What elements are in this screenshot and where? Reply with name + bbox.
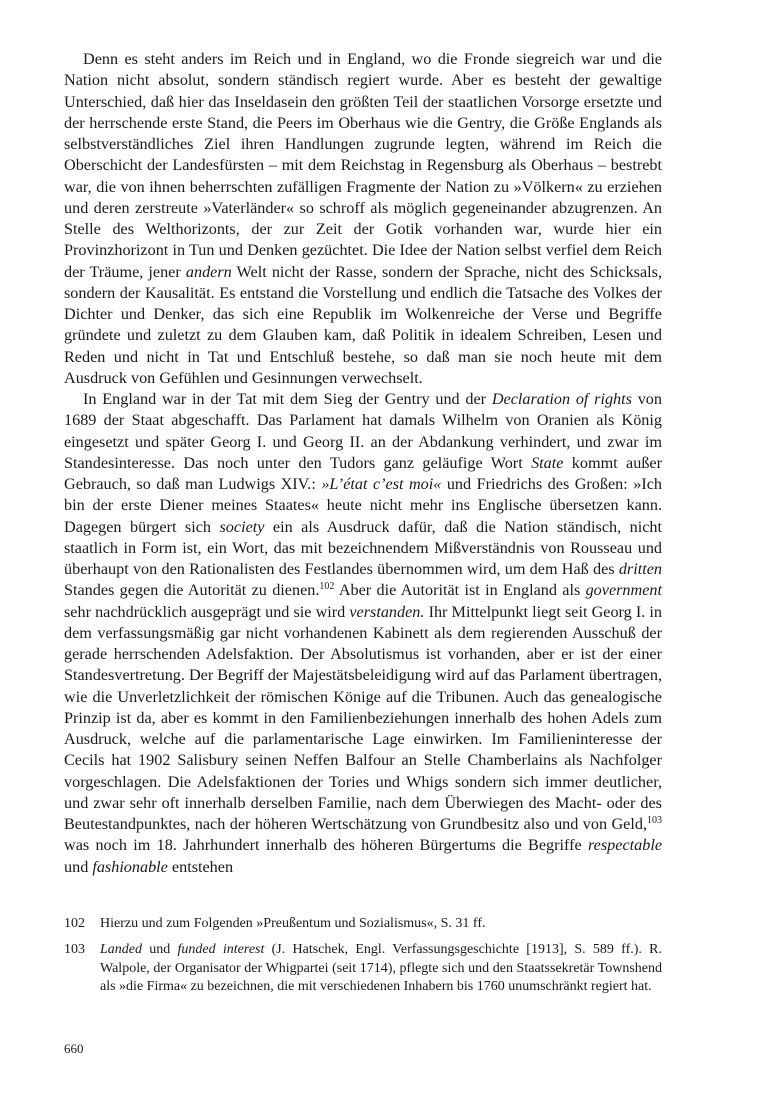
text-run: (J. Hatschek, Engl. Verfassungsgeschichte [1913], S. 589 ff.). R. Walpole, der Organisator der Whigpartei (seit 1714), pflegte sich und den Staatssekretär Townshend als »die Firma« zu bezeichnen, die mit verschiedenen Inhabern bis 1760 unumschränkt regiert hat. xyxy=(100,942,663,995)
text-run: Welt nicht der Rasse, sondern der Sprache, nicht des Schicksals, sondern der Kausalität. Es entstand die Vorstellung und endlich die Tatsache des Volkes der Dichter und Denker, das sich eine Republik im Wolkenreiche der Verse und Begriffe gründete und zuletzt zu dem Glauben kam, daß Politik in idealem Schreiben, Lesen und Reden und nicht in Tat und Entschluß bestehe, so daß man sie noch heute mit dem Ausdruck von Gefühlen und Gesinnungen verwechselt. xyxy=(64,262,662,387)
text-run: In England war in der Tat mit dem Sieg der Gentry und der xyxy=(83,390,492,408)
page-body xyxy=(64,49,662,878)
italic-text: respectable xyxy=(587,836,662,855)
text-run: Denn es steht anders im Reich und in England, wo die Fronde siegreich war und die Nation nicht absolut, sondern ständisch regiert wurde. Aber es besteht der gewaltige Unterschied, daß hier das Inseldasein den größten Teil der staatlichen Vorsorge ersetzte und der herrschende erste Stand, die Peers im Oberhaus wie die Gentry, die Größe Englands als selbstverständliches Ziel ihren Handlungen zugrunde legten, während im Reich die Oberschicht der Landesfürsten – mit dem Reichstag in Regensburg als Oberhaus – bestrebt war, die von ihnen beherrschten zufälligen Fragmente der Nation zu »Völkern« zu erziehen und deren zerstreute »Vaterländer« so schroff als möglich gegeneinander abzugrenzen. An Stelle des Welthorizonts, der zur Zeit der Gotik vorhanden war, wurde hier ein Provinzhorizont in Tun und Denken gezüchtet. Die Idee der Nation selbst verfiel dem Reich der Träume, jener xyxy=(64,50,662,281)
italic-text: society xyxy=(219,517,265,536)
italic-text: Declaration of rights xyxy=(491,390,632,408)
italic-text: government xyxy=(585,581,662,600)
footnote-number: 103 xyxy=(64,942,85,958)
italic-text: »L’état c’est moi« xyxy=(321,475,442,493)
footnote-number: 102 xyxy=(64,916,85,931)
italic-text: State xyxy=(531,453,564,472)
paragraph-1 xyxy=(64,49,662,389)
footnote-ref: 103 xyxy=(647,815,662,826)
italic-text: funded interest xyxy=(177,942,265,958)
text-run: Hierzu und zum Folgenden »Preußentum und Sozialismus«, S. 31 ff. xyxy=(100,916,486,931)
text-run: und xyxy=(64,857,93,876)
text-run: und xyxy=(142,942,178,958)
text-run: was noch im 18. Jahrhundert innerhalb des höheren Bürgertums die Begriffe xyxy=(64,836,588,855)
italic-text: andern xyxy=(185,262,232,281)
footnote-text xyxy=(100,915,662,933)
text-run: entstehen xyxy=(167,857,234,876)
footnote-text xyxy=(100,941,662,996)
text-run: von 1689 der Staat abgeschafft. Das Parlament hat damals Wilhelm von Oranien als König eingesetzt und später Georg I. und Georg II. an der Abdankung verhindert, und zwar im Standesinteresse. Das noch unter den Tudors ganz geläufige Wort xyxy=(64,390,662,472)
text-run: kommt außer Gebrauch, so daß man Ludwigs XIV.: xyxy=(64,453,662,493)
page-number: 660 xyxy=(64,1041,84,1056)
paragraph-2 xyxy=(64,389,662,878)
footnotes xyxy=(64,915,662,1005)
footnote-ref: 102 xyxy=(319,581,335,593)
text-run: Aber die Autorität ist in England als xyxy=(334,581,586,600)
footnote-102 xyxy=(64,915,662,933)
text-run: ein als Ausdruck dafür, daß die Nation ständisch, nicht staatlich in Form ist, ein Wort, das mit bezeichnendem Mißverständnis von Rousseau und überhaupt von den Rationalisten des Festlandes übernommen wird, um dem Haß des xyxy=(64,517,662,578)
italic-text: verstanden. xyxy=(349,602,425,621)
text-run: Standes gegen die Autorität zu dienen. xyxy=(64,581,320,600)
footnote-103 xyxy=(64,941,662,996)
italic-text: fashionable xyxy=(92,857,168,876)
italic-text: Landed xyxy=(100,942,142,958)
text-run: sehr nachdrücklich ausgeprägt und sie wird xyxy=(64,602,350,621)
text-run: Ihr Mittelpunkt liegt seit Georg I. in dem verfassungsmäßig gar nicht vorhandenen Kabinett als dem regierenden Ausschuß der gerade herrschenden Adelsfaktion. Der Absolutismus ist vorhanden, aber er ist der einer Standesvertretung. Der Begriff der Majestätsbeleidigung wird auf das Parlament übertragen, wie die Unverletzlichkeit der römischen Könige auf die Tribunen. Auch das genealogische Prinzip ist da, aber es kommt in den Familienbeziehungen innerhalb des hohen Adels zum Ausdruck, welche auf die parlamentarische Lage einwirken. Im Familieninteresse der Cecils hat 1902 Salisbury seinen Neffen Balfour an Stelle Chamberlains als Nachfolger vorgeschlagen. Die Adelsfaktionen der Tories und Whigs sondern sich immer deutlicher, und zwar sehr oft innerhalb derselben Familie, nach dem Überwiegen des Macht- oder des Beutestandpunktes, nach der höheren Wertschätzung von Grundbesitz also und von Geld, xyxy=(64,602,662,833)
main-text xyxy=(64,49,662,878)
italic-text: dritten xyxy=(618,560,662,578)
text-run: und Friedrichs des Großen: »Ich bin der erste Diener meines Staates« heute nicht mehr ins Englische übersetzen kann. Dagegen bürgert sich xyxy=(64,475,662,536)
